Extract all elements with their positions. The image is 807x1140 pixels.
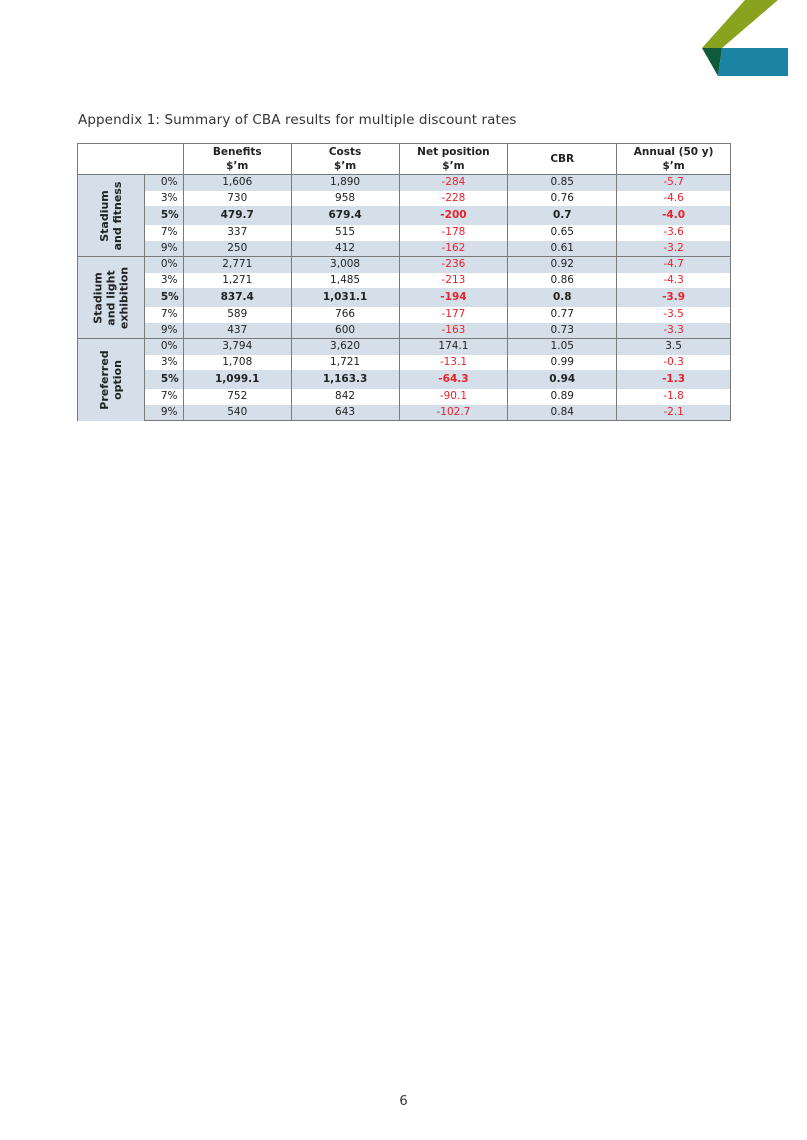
rate-cell: 3% [144, 191, 183, 207]
group-label-cell [78, 257, 145, 339]
net-position-cell: -213 [399, 273, 508, 289]
costs-cell: 1,890 [291, 175, 399, 191]
costs-cell: 958 [291, 191, 399, 207]
benefits-cell: 2,771 [183, 257, 291, 273]
costs-cell: 842 [291, 389, 399, 405]
cbr-cell: 0.77 [508, 307, 617, 323]
annual-cell: -4.7 [617, 257, 731, 273]
cbr-cell: 0.92 [508, 257, 617, 273]
net-position-cell: -13.1 [399, 355, 508, 371]
net-position-cell: 174.1 [399, 339, 508, 355]
rate-cell: 0% [144, 175, 183, 191]
costs-cell: 1,721 [291, 355, 399, 371]
benefits-cell: 730 [183, 191, 291, 207]
annual-cell: -3.2 [617, 241, 731, 257]
table-row [78, 241, 731, 257]
costs-cell: 1,163.3 [291, 370, 399, 389]
benefits-cell: 752 [183, 389, 291, 405]
net-position-cell: -64.3 [399, 370, 508, 389]
net-position-cell: -200 [399, 206, 508, 225]
rate-cell: 9% [144, 323, 183, 339]
annual-cell: -5.7 [617, 175, 731, 191]
rate-cell: 0% [144, 339, 183, 355]
table-row [78, 257, 731, 273]
costs-cell: 1,485 [291, 273, 399, 289]
table-row [78, 288, 731, 307]
costs-cell: 600 [291, 323, 399, 339]
rate-cell: 3% [144, 355, 183, 371]
benefits-cell: 1,606 [183, 175, 291, 191]
rate-cell: 9% [144, 241, 183, 257]
table-row [78, 323, 731, 339]
table-row [78, 307, 731, 323]
page-number: 6 [399, 1094, 408, 1109]
rate-cell: 3% [144, 273, 183, 289]
annual-cell: -2.1 [617, 405, 731, 421]
table-row [78, 339, 731, 355]
costs-cell: 515 [291, 225, 399, 241]
annual-cell: -4.6 [617, 191, 731, 207]
header-annual: Annual (50 y) $’m [617, 144, 731, 175]
benefits-cell: 1,099.1 [183, 370, 291, 389]
costs-cell: 643 [291, 405, 399, 421]
cbr-cell: 0.73 [508, 323, 617, 339]
cbr-cell: 0.76 [508, 191, 617, 207]
rate-cell: 7% [144, 307, 183, 323]
benefits-cell: 479.7 [183, 206, 291, 225]
annual-cell: -3.3 [617, 323, 731, 339]
group-label: Stadium and light exhibition [91, 266, 131, 329]
table-row [78, 206, 731, 225]
table-row [78, 191, 731, 207]
cbr-cell: 0.8 [508, 288, 617, 307]
annual-cell: 3.5 [617, 339, 731, 355]
table-row [78, 405, 731, 421]
annual-cell: -4.3 [617, 273, 731, 289]
annual-cell: -0.3 [617, 355, 731, 371]
table-row [78, 355, 731, 371]
cbr-cell: 0.61 [508, 241, 617, 257]
cbr-cell: 0.99 [508, 355, 617, 371]
benefits-cell: 437 [183, 323, 291, 339]
rate-cell: 5% [144, 206, 183, 225]
cba-results-table [77, 143, 731, 421]
cbr-cell: 1.05 [508, 339, 617, 355]
table-row [78, 225, 731, 241]
rate-cell: 5% [144, 288, 183, 307]
rate-cell: 5% [144, 370, 183, 389]
costs-cell: 3,620 [291, 339, 399, 355]
rate-cell: 7% [144, 225, 183, 241]
cbr-cell: 0.86 [508, 273, 617, 289]
net-position-cell: -162 [399, 241, 508, 257]
annual-cell: -3.9 [617, 288, 731, 307]
header-benefits: Benefits $’m [183, 144, 291, 175]
annual-cell: -4.0 [617, 206, 731, 225]
header-blank [78, 144, 184, 175]
net-position-cell: -228 [399, 191, 508, 207]
cbr-cell: 0.7 [508, 206, 617, 225]
benefits-cell: 1,708 [183, 355, 291, 371]
header-cbr: CBR [508, 144, 617, 175]
rate-cell: 7% [144, 389, 183, 405]
header-costs: Costs $’m [291, 144, 399, 175]
header-row [78, 144, 731, 175]
annual-cell: -3.5 [617, 307, 731, 323]
table-row [78, 389, 731, 405]
net-position-cell: -284 [399, 175, 508, 191]
cbr-cell: 0.94 [508, 370, 617, 389]
costs-cell: 679.4 [291, 206, 399, 225]
costs-cell: 766 [291, 307, 399, 323]
annual-cell: -1.3 [617, 370, 731, 389]
header-net-position: Net position $’m [399, 144, 508, 175]
group-label: Stadium and fitness [97, 181, 124, 250]
benefits-cell: 837.4 [183, 288, 291, 307]
net-position-cell: -90.1 [399, 389, 508, 405]
benefits-cell: 589 [183, 307, 291, 323]
benefits-cell: 337 [183, 225, 291, 241]
cbr-cell: 0.89 [508, 389, 617, 405]
annual-cell: -1.8 [617, 389, 731, 405]
net-position-cell: -163 [399, 323, 508, 339]
table-row [78, 370, 731, 389]
net-position-cell: -177 [399, 307, 508, 323]
net-position-cell: -102.7 [399, 405, 508, 421]
benefits-cell: 1,271 [183, 273, 291, 289]
annual-cell: -3.6 [617, 225, 731, 241]
table-caption: Appendix 1: Summary of CBA results for multiple discount rates [78, 112, 517, 128]
net-position-cell: -236 [399, 257, 508, 273]
benefits-cell: 540 [183, 405, 291, 421]
costs-cell: 3,008 [291, 257, 399, 273]
net-position-cell: -194 [399, 288, 508, 307]
benefits-cell: 250 [183, 241, 291, 257]
benefits-cell: 3,794 [183, 339, 291, 355]
cbr-cell: 0.65 [508, 225, 617, 241]
table-row [78, 273, 731, 289]
group-label-cell [78, 339, 145, 421]
rate-cell: 0% [144, 257, 183, 273]
net-position-cell: -178 [399, 225, 508, 241]
cbr-cell: 0.84 [508, 405, 617, 421]
rate-cell: 9% [144, 405, 183, 421]
table-row [78, 175, 731, 191]
cbr-cell: 0.85 [508, 175, 617, 191]
group-label: Preferred option [97, 350, 124, 410]
brand-logo-icon [700, 0, 790, 78]
costs-cell: 412 [291, 241, 399, 257]
group-label-cell [78, 175, 145, 257]
costs-cell: 1,031.1 [291, 288, 399, 307]
